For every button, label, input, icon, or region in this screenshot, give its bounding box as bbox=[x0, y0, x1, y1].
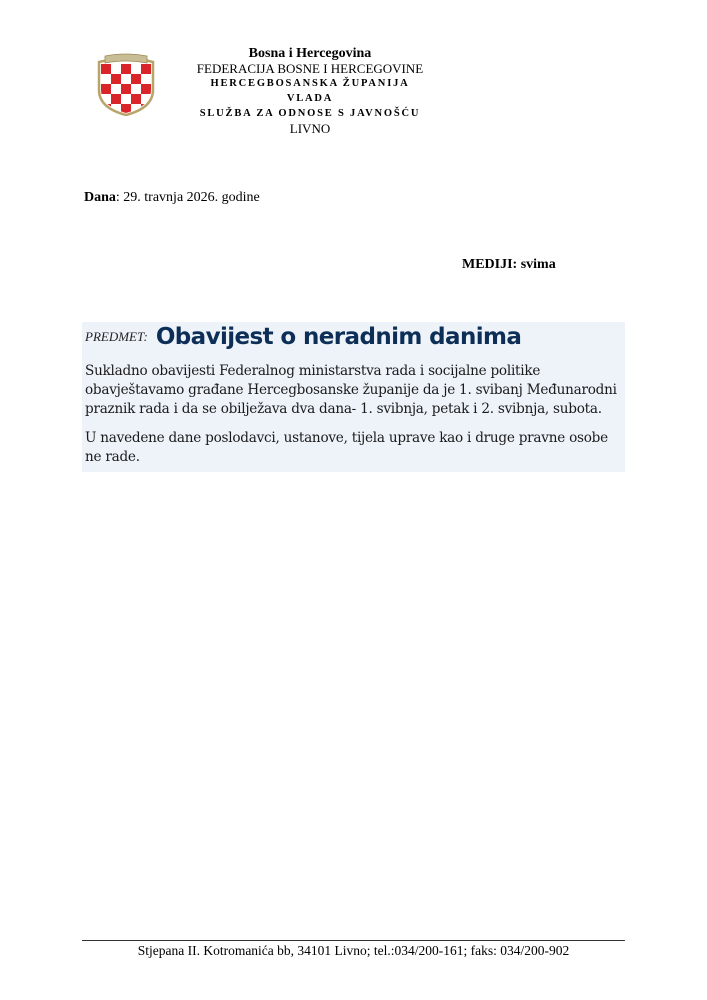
letterhead-office: SLUŽBA ZA ODNOSE S JAVNOŠĆU bbox=[199, 108, 421, 119]
recipient: MEDIJI: svima bbox=[462, 257, 556, 272]
notice-box bbox=[82, 322, 625, 472]
footer-address: Stjepana II. Kotromanića bb, 34101 Livno; tel.:034/200-161; faks: 034/200-902 bbox=[137, 943, 570, 958]
footer-divider bbox=[82, 940, 625, 941]
notice-paragraph: Sukladno obavijesti Federalnog ministarstva rada i socijalne politike obavještavamo građane Hercegbosanske županije da je 1. svibanj Međunarodni praznik rada i da se obilježava dva dana- 1. svibnja, petak i 2. svibnja, subota. bbox=[85, 363, 617, 417]
notice-body bbox=[85, 362, 621, 477]
notice-title: Obavijest o neradnim danima bbox=[155, 324, 522, 350]
letterhead-city: LIVNO bbox=[289, 121, 331, 136]
letterhead-federation: FEDERACIJA BOSNE I HERCEGOVINE bbox=[196, 61, 424, 76]
letterhead-government: VLADA bbox=[286, 93, 334, 104]
document-date bbox=[84, 190, 260, 206]
subject-label: PREDMET: bbox=[85, 329, 148, 344]
date-value: : 29. travnja 2026. godine bbox=[115, 190, 260, 205]
date-label: Dana bbox=[84, 190, 116, 205]
letterhead bbox=[160, 46, 460, 136]
letterhead-country: Bosna i Hercegovina bbox=[248, 46, 372, 61]
checkered-coat-of-arms-icon bbox=[95, 52, 157, 116]
subject-line bbox=[85, 324, 521, 350]
notice-paragraph: U navedene dane poslodavci, ustanove, tijela uprave kao i druge pravne osobe ne rade. bbox=[85, 430, 608, 465]
letterhead-county: HERCEGBOSANSKA ŽUPANIJA bbox=[210, 78, 410, 89]
